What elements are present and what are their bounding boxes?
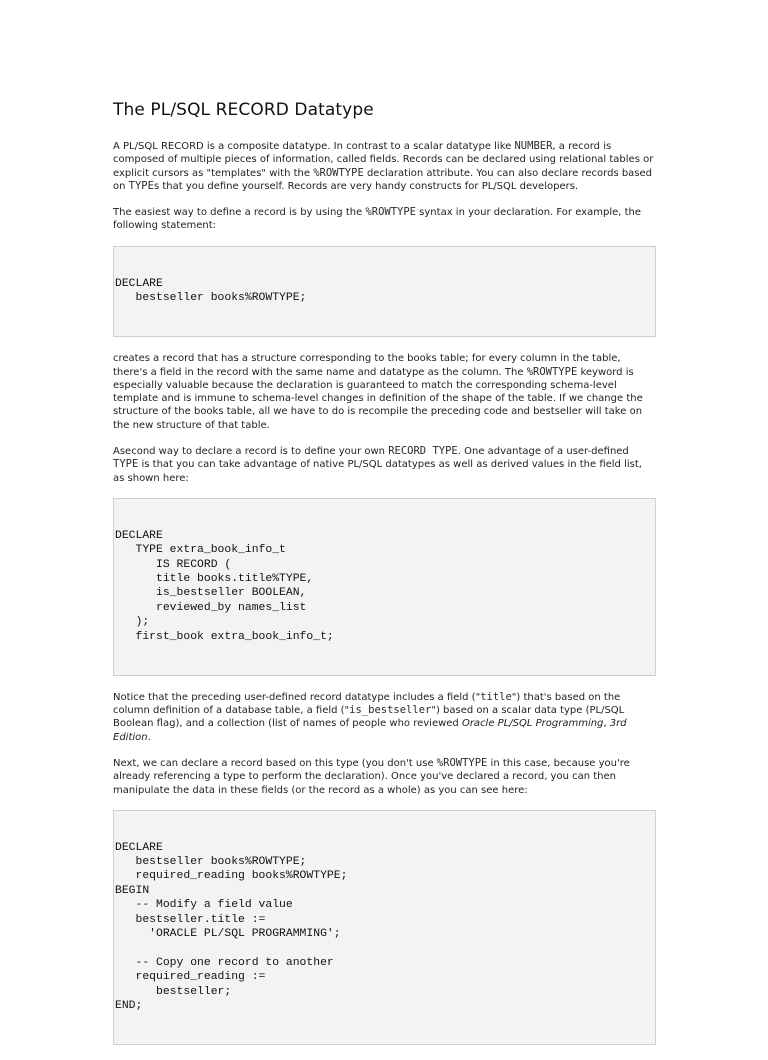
code-line: is_bestseller BOOLEAN, xyxy=(115,587,307,600)
inline-code: %ROWTYPE xyxy=(365,206,416,219)
text-run: Asecond way to declare a record is to define your own xyxy=(113,446,389,457)
inline-code: TYPE xyxy=(128,179,154,192)
code-line: TYPE extra_book_info_t xyxy=(115,544,286,557)
code-line: END; xyxy=(115,1000,143,1013)
text-run: in this case, because you're already referencing a type to perform the declaration). Once you've declared a record, you can then manipulate the data in these fields (or the record as a whole) as you can see here: xyxy=(113,757,630,796)
book-title: Oracle PL/SQL Programming xyxy=(461,718,604,730)
inline-code: is_bestseller xyxy=(349,704,432,717)
text-run: ") based on a scalar data type (PL/SQL Boolean flag), and a collection (list of names of people who reviewed xyxy=(113,705,625,730)
code-line: DECLARE xyxy=(115,529,163,542)
code-line: first_book extra_book_info_t; xyxy=(115,630,334,643)
code-line: reviewed_by names_list xyxy=(115,601,307,614)
page-title: The PL/SQL RECORD Datatype xyxy=(113,100,374,120)
rowtype-paragraph xyxy=(113,206,656,233)
text-run: s that you define yourself. Records are very handy constructs for PL/SQL developers. xyxy=(153,180,579,192)
inline-code: %ROWTYPE xyxy=(313,166,364,179)
code-block-rowtype xyxy=(113,246,656,337)
code-line: DECLARE xyxy=(115,277,163,290)
text-run: creates a record that has a structure corresponding to the books table; for every column in the table, there's a field in the record with the same name and datatype as the column. The xyxy=(113,353,621,378)
text-run: , a record is composed of multiple pieces of information, called fields. Records can be declared using relational tables or explicit cursors as "templates" with the xyxy=(113,141,654,179)
text-run: syntax in your declaration. For example, the following statement: xyxy=(113,207,642,232)
code-line: DECLARE xyxy=(115,841,163,854)
inline-code: %ROWTYPE xyxy=(436,756,488,769)
manipulation-paragraph xyxy=(113,757,656,797)
inline-code: RECORD TYPE xyxy=(388,445,458,457)
text-run: declaration attribute. You can also declare records based on xyxy=(113,167,653,192)
code-line xyxy=(115,942,655,956)
text-run: , xyxy=(603,718,610,730)
text-run: Notice that the preceding user-defined record datatype includes a field (" xyxy=(113,691,481,703)
inline-code: title xyxy=(480,690,512,703)
text-run: Next, we can declare a record based on this type (you don't use xyxy=(113,757,437,769)
inline-code: %ROWTYPE xyxy=(526,365,578,378)
code-line: bestseller; xyxy=(115,985,232,998)
text-run: ") that's based on the column definition of a database table, a field (" xyxy=(113,691,621,717)
code-line: BEGIN xyxy=(115,884,150,897)
document-page xyxy=(113,100,656,1060)
code-line: IS RECORD ( xyxy=(115,558,232,571)
rowtype-explanation-paragraph xyxy=(113,352,656,432)
code-line: title books.title%TYPE, xyxy=(115,572,314,585)
text-run: . xyxy=(147,731,151,743)
text-run: The easiest way to define a record is by using the xyxy=(113,207,366,219)
inline-code: TYPE xyxy=(113,458,139,471)
code-line: bestseller books%ROWTYPE; xyxy=(115,856,307,869)
record-type-paragraph xyxy=(113,445,656,485)
fields-explanation-paragraph xyxy=(113,691,656,744)
code-line: required_reading := xyxy=(115,971,266,984)
code-line: ); xyxy=(115,616,150,629)
text-run: . One advantage of a user-defined xyxy=(457,446,629,457)
code-block-record-type xyxy=(113,498,656,676)
intro-paragraph xyxy=(113,140,656,193)
code-line: bestseller books%ROWTYPE; xyxy=(115,292,307,304)
book-edition: 3rd Edition xyxy=(113,718,627,743)
code-block-manipulation xyxy=(113,810,656,1045)
code-line: -- Modify a field value xyxy=(115,899,293,912)
text-run: is that you can take advantage of native PL/SQL datatypes as well as derived values in the field list, as shown here: xyxy=(113,459,642,484)
code-line: -- Copy one record to another xyxy=(115,956,334,969)
text-run: keyword is especially valuable because the declaration is guaranteed to match the corresponding schema-level template and is immune to schema-level changes in definition of the shape of the table. If we change the structure of the books table, all we have to do is recompile the preceding code and bestseller will take on the new structure of that table. xyxy=(113,366,643,431)
code-line: bestseller.title := xyxy=(115,913,266,926)
code-line: required_reading books%ROWTYPE; xyxy=(115,870,348,883)
inline-code: NUMBER xyxy=(514,140,553,152)
text-run: A PL/SQL RECORD is a composite datatype. In contrast to a scalar datatype like xyxy=(113,141,515,152)
code-line: 'ORACLE PL/SQL PROGRAMMING'; xyxy=(115,928,341,941)
